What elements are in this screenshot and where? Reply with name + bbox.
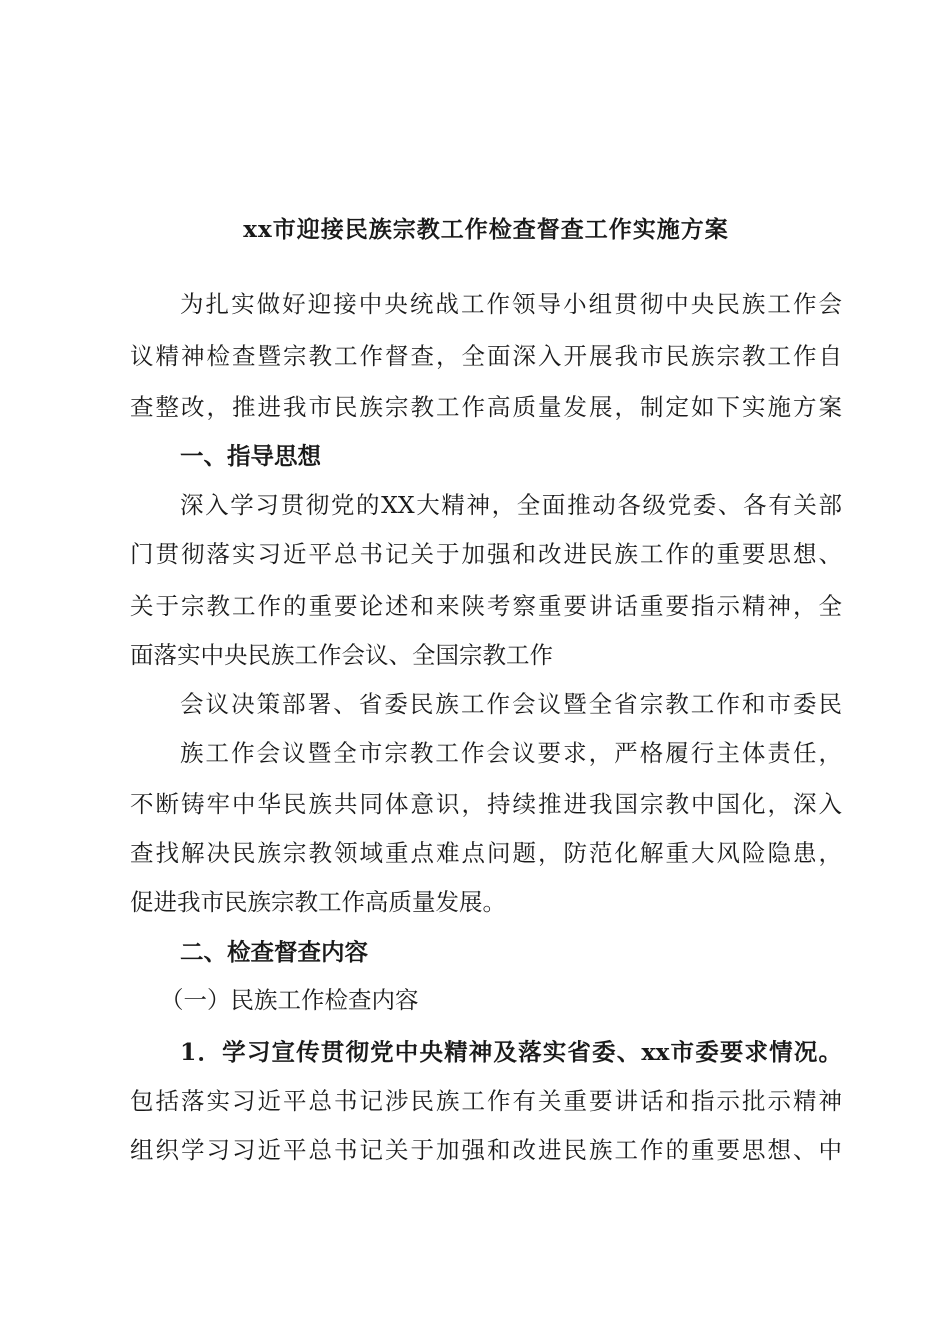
intro-line-2: 议精神检查暨宗教工作督查，全面深入开展我市民族宗教工作自 (130, 342, 842, 370)
section2-heading: 二、检查督查内容 (180, 938, 368, 966)
item1-body-line-2: 组织学习习近平总书记关于加强和改进民族工作的重要思想、中 (130, 1136, 842, 1164)
subsection1-heading: （一）民族工作检查内容 (160, 986, 419, 1014)
section1-para1-line-1: 深入学习贯彻党的XX大精神，全面推动各级党委、各有关部 (180, 491, 842, 519)
section1-para1-line-3: 关于宗教工作的重要论述和来陕考察重要讲话重要指示精神，全 (130, 592, 842, 620)
section1-para2-line-5: 促进我市民族宗教工作高质量发展。 (130, 888, 506, 916)
section1-para2-line-2: 族工作会议暨全市宗教工作会议要求，严格履行主体责任， (180, 739, 842, 767)
item1-body-line-1: 包括落实习近平总书记涉民族工作有关重要讲话和指示批示精神 (130, 1087, 842, 1115)
intro-line-1: 为扎实做好迎接中央统战工作领导小组贯彻中央民族工作会 (180, 290, 842, 318)
section1-para1-line-4: 面落实中央民族工作会议、全国宗教工作 (130, 641, 553, 669)
section1-para2-line-3: 不断铸牢中华民族共同体意识，持续推进我国宗教中国化，深入 (130, 790, 842, 818)
section1-para2-line-4: 查找解决民族宗教领域重点难点问题，防范化解重大风险隐患， (130, 839, 842, 867)
section1-heading: 一、指导思想 (180, 442, 321, 470)
item1-heading: 1．学习宣传贯彻党中央精神及落实省委、xx市委要求情况。 (180, 1038, 842, 1066)
section1-para2-line-1: 会议决策部署、省委民族工作会议暨全省宗教工作和市委民 (180, 690, 842, 718)
intro-line-3: 查整改，推进我市民族宗教工作高质量发展，制定如下实施方案 (130, 393, 842, 421)
section1-para1-line-2: 门贯彻落实习近平总书记关于加强和改进民族工作的重要思想、 (130, 540, 842, 568)
document-title: xx市迎接民族宗教工作检查督查工作实施方案 (243, 216, 729, 243)
